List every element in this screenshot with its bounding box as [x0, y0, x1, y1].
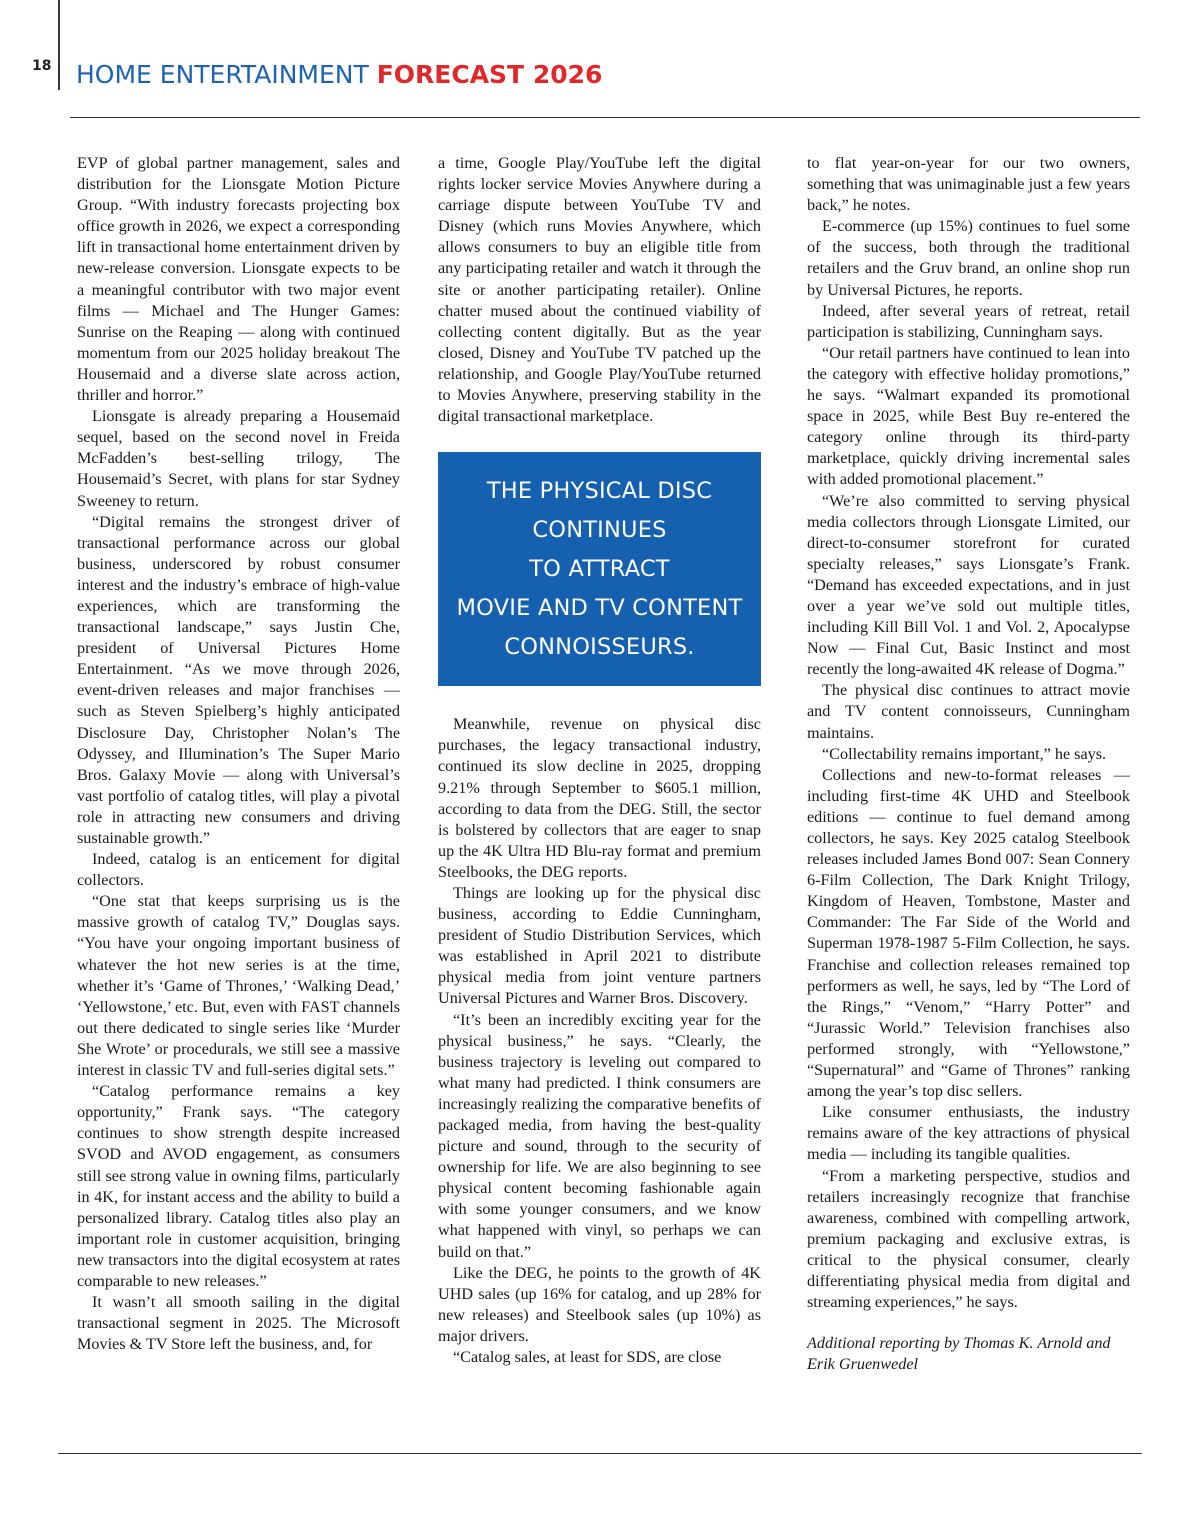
paragraph: “We’re also committed to serving physical media collectors through Lionsgate Limited, our direct-to-consumer storefront for curated specialty releases,” says Lionsgate’s Frank. “Demand has exceeded expectations, and in just over a year we’ve sold out multiple titles, including Kill Bill Vol. 1 and Vol. 2, Apocalypse Now — Final Cut, Basic Instinct and most recently the long-awaited 4K release of Dogma.” [807, 491, 1130, 679]
paragraph: “It’s been an incredibly exciting year for the physical business,” he says. “Clearly, the business trajectory is leveling out compared to what many had predicted. I think consumers are increasingly realizing the comparative benefits of packaged media, from having the best-quality picture and sound, through to the security of ownership for life. We are also beginning to see physical content becoming fashionable again with some younger consumers, and we know what happened with vinyl, so perhaps we can build on that.” [438, 1010, 761, 1261]
paragraph: “Our retail partners have continued to lean into the category with effective holiday promotions,” he says. “Walmart expanded its promotional space in 2025, while Best Buy re-entered the category online through its third-party marketplace, quickly driving incremental sales with added promotional placement.” [807, 343, 1130, 489]
paragraph: E-commerce (up 15%) continues to fuel some of the success, both through the traditional retailers and the Gruv brand, an online shop run by Universal Pictures, he reports. [807, 217, 1130, 299]
paragraph: Things are looking up for the physical disc business, according to Eddie Cunningham, president of Studio Distribution Services, which was established in April 2021 to distribute physical media from joint venture partners Universal Pictures and Warner Bros. Discovery. [438, 883, 761, 1008]
footer-rule [58, 1453, 1142, 1454]
paragraph: a time, Google Play/YouTube left the digital rights locker service Movies Anywhere during a carriage dispute between YouTube TV and Disney (which runs Movies Anywhere, which allows consumers to buy an eligible title from any participating retailer and watch it through the site or another participating retailer). Online chatter mused about the continued viability of collecting content digitally. But as the year closed, Disney and YouTube TV patched up the relationship, and Google Play/YouTube returned to Movies Anywhere, preserving stability in the digital transactional marketplace. [438, 154, 761, 426]
paragraph: to flat year-on-year for our two owners, something that was unimaginable just a few years back,” he notes. [807, 154, 1130, 215]
page-number: 18 [32, 58, 52, 74]
section-title-highlight: FORECAST 2026 [376, 60, 603, 89]
pull-quote-line: CONTINUES [532, 516, 667, 543]
paragraph: Indeed, catalog is an enticement for digital collectors. [77, 850, 400, 890]
pull-quote [438, 452, 761, 686]
section-title-main: HOME ENTERTAINMENT [76, 60, 377, 89]
paragraph: EVP of global partner management, sales and distribution for the Lionsgate Motion Picture Group. “With industry forecasts projecting box office growth in 2026, we expect a corresponding lift in transactional home entertainment driven by new-release conversion. Lionsgate expects to be a meaningful contributor with two major event films — Michael and The Hunger Games: Sunrise on the Reaping — along with continued momentum from our 2025 holiday breakout The Housemaid and a diverse slate across action, thriller and horror.” [77, 154, 400, 405]
paragraph: It wasn’t all smooth sailing in the digital transactional segment in 2025. The Microsoft Movies & TV Store left the business, and, for [77, 1293, 400, 1354]
pull-quote-line: THE PHYSICAL DISC [486, 477, 713, 504]
pull-quote-line: CONNOISSEURS. [504, 633, 695, 660]
paragraph: “From a marketing perspective, studios and retailers increasingly recognize that franchise awareness, combined with compelling artwork, premium packaging and exclusive extras, is critical to the physical consumer, clearly differentiating physical media from digital and streaming experiences,” he says. [807, 1166, 1130, 1312]
article-column-2 [438, 153, 761, 1368]
pull-quote-line: MOVIE AND TV CONTENT [456, 594, 743, 621]
paragraph: The physical disc continues to attract movie and TV content connoisseurs, Cunningham maintains. [807, 681, 1130, 742]
paragraph: “Catalog sales, at least for SDS, are close [453, 1348, 722, 1367]
article-column-1 [77, 153, 400, 1355]
paragraph: Like consumer enthusiasts, the industry remains aware of the key attractions of physical media — including its tangible qualities. [807, 1103, 1130, 1164]
paragraph: “Collectability remains important,” he says. [822, 744, 1107, 763]
paragraph: “Digital remains the strongest driver of transactional performance across our global business, underscored by robust consumer interest and the industry’s embrace of high-value experiences, which are transforming the transactional landscape,” says Justin Che, president of Universal Pictures Home Entertainment. “As we move through 2026, event-driven releases and major franchises — such as Steven Spielberg’s highly anticipated Disclosure Day, Christopher Nolan’s The Odyssey, and Illumination’s The Super Mario Bros. Galaxy Movie — along with Universal’s vast portfolio of catalog titles, will play a pivotal role in attracting new consumers and driving sustainable growth.” [77, 512, 400, 847]
header-rule [70, 117, 1140, 118]
article-column-3 [807, 153, 1130, 1375]
paragraph: Indeed, after several years of retreat, retail participation is stabilizing, Cunningham says. [807, 301, 1130, 341]
header-vertical-rule [58, 0, 60, 90]
pull-quote-line: TO ATTRACT [529, 555, 670, 582]
paragraph: “One stat that keeps surprising us is the massive growth of catalog TV,” Douglas says. “You have your ongoing important business of whatever the hot new series is at the time, whether it’s ‘Game of Thrones,’ ‘Walking Dead,’ ‘Yellowstone,’ etc. But, even with FAST channels out there dedicated to single series like ‘Murder She Wrote’ or procedurals, we still see a massive interest in classic TV and full-series digital sets.” [77, 892, 400, 1080]
paragraph: “Catalog performance remains a key opportunity,” Frank says. “The category continues to show strength despite increased SVOD and AVOD engagement, as consumers still see strong value in owning films, particularly in 4K, for instant access and the ability to build a personalized library. Catalog titles also play an important role in customer acquisition, bringing new transactors into the digital ecosystem at rates comparable to new releases.” [77, 1082, 400, 1290]
paragraph: Like the DEG, he points to the growth of 4K UHD sales (up 16% for catalog, and up 28% for new releases) and Steelbook sales (up 10%) as major drivers. [438, 1263, 761, 1345]
reporting-credit: Additional reporting by Thomas K. Arnold and Erik Gruenwedel [807, 1334, 1111, 1374]
paragraph: Lionsgate is already preparing a Housemaid sequel, based on the second novel in Freida McFadden’s best-selling trilogy, The Housemaid’s Secret, with plans for star Sydney Sweeney to return. [77, 407, 400, 510]
section-title [76, 60, 602, 89]
paragraph: Collections and new-to-format releases — including first-time 4K UHD and Steelbook editions — continue to fuel demand among collectors, he says. Key 2025 catalog Steelbook releases included James Bond 007: Sean Connery 6-Film Collection, The Dark Knight Trilogy, Kingdom of Heaven, Tombstone, Master and Commander: The Far Side of the World and Superman 1978-1987 5-Film Collection, he says. Franchise and collection releases remained top performers as well, he says, led by “The Lord of the Rings,” “Venom,” “Harry Potter” and “Jurassic World.” Television franchises also performed strongly, with “Yellowstone,” “Supernatural” and “Game of Thrones” ranking among the year’s top disc sellers. [807, 765, 1130, 1101]
paragraph: Meanwhile, revenue on physical disc purchases, the legacy transactional industry, continued its slow decline in 2025, dropping 9.21% through September to $605.1 million, according to data from the DEG. Still, the sector is bolstered by collectors that are eager to snap up the 4K Ultra HD Blu-ray format and premium Steelbooks, the DEG reports. [438, 715, 761, 881]
